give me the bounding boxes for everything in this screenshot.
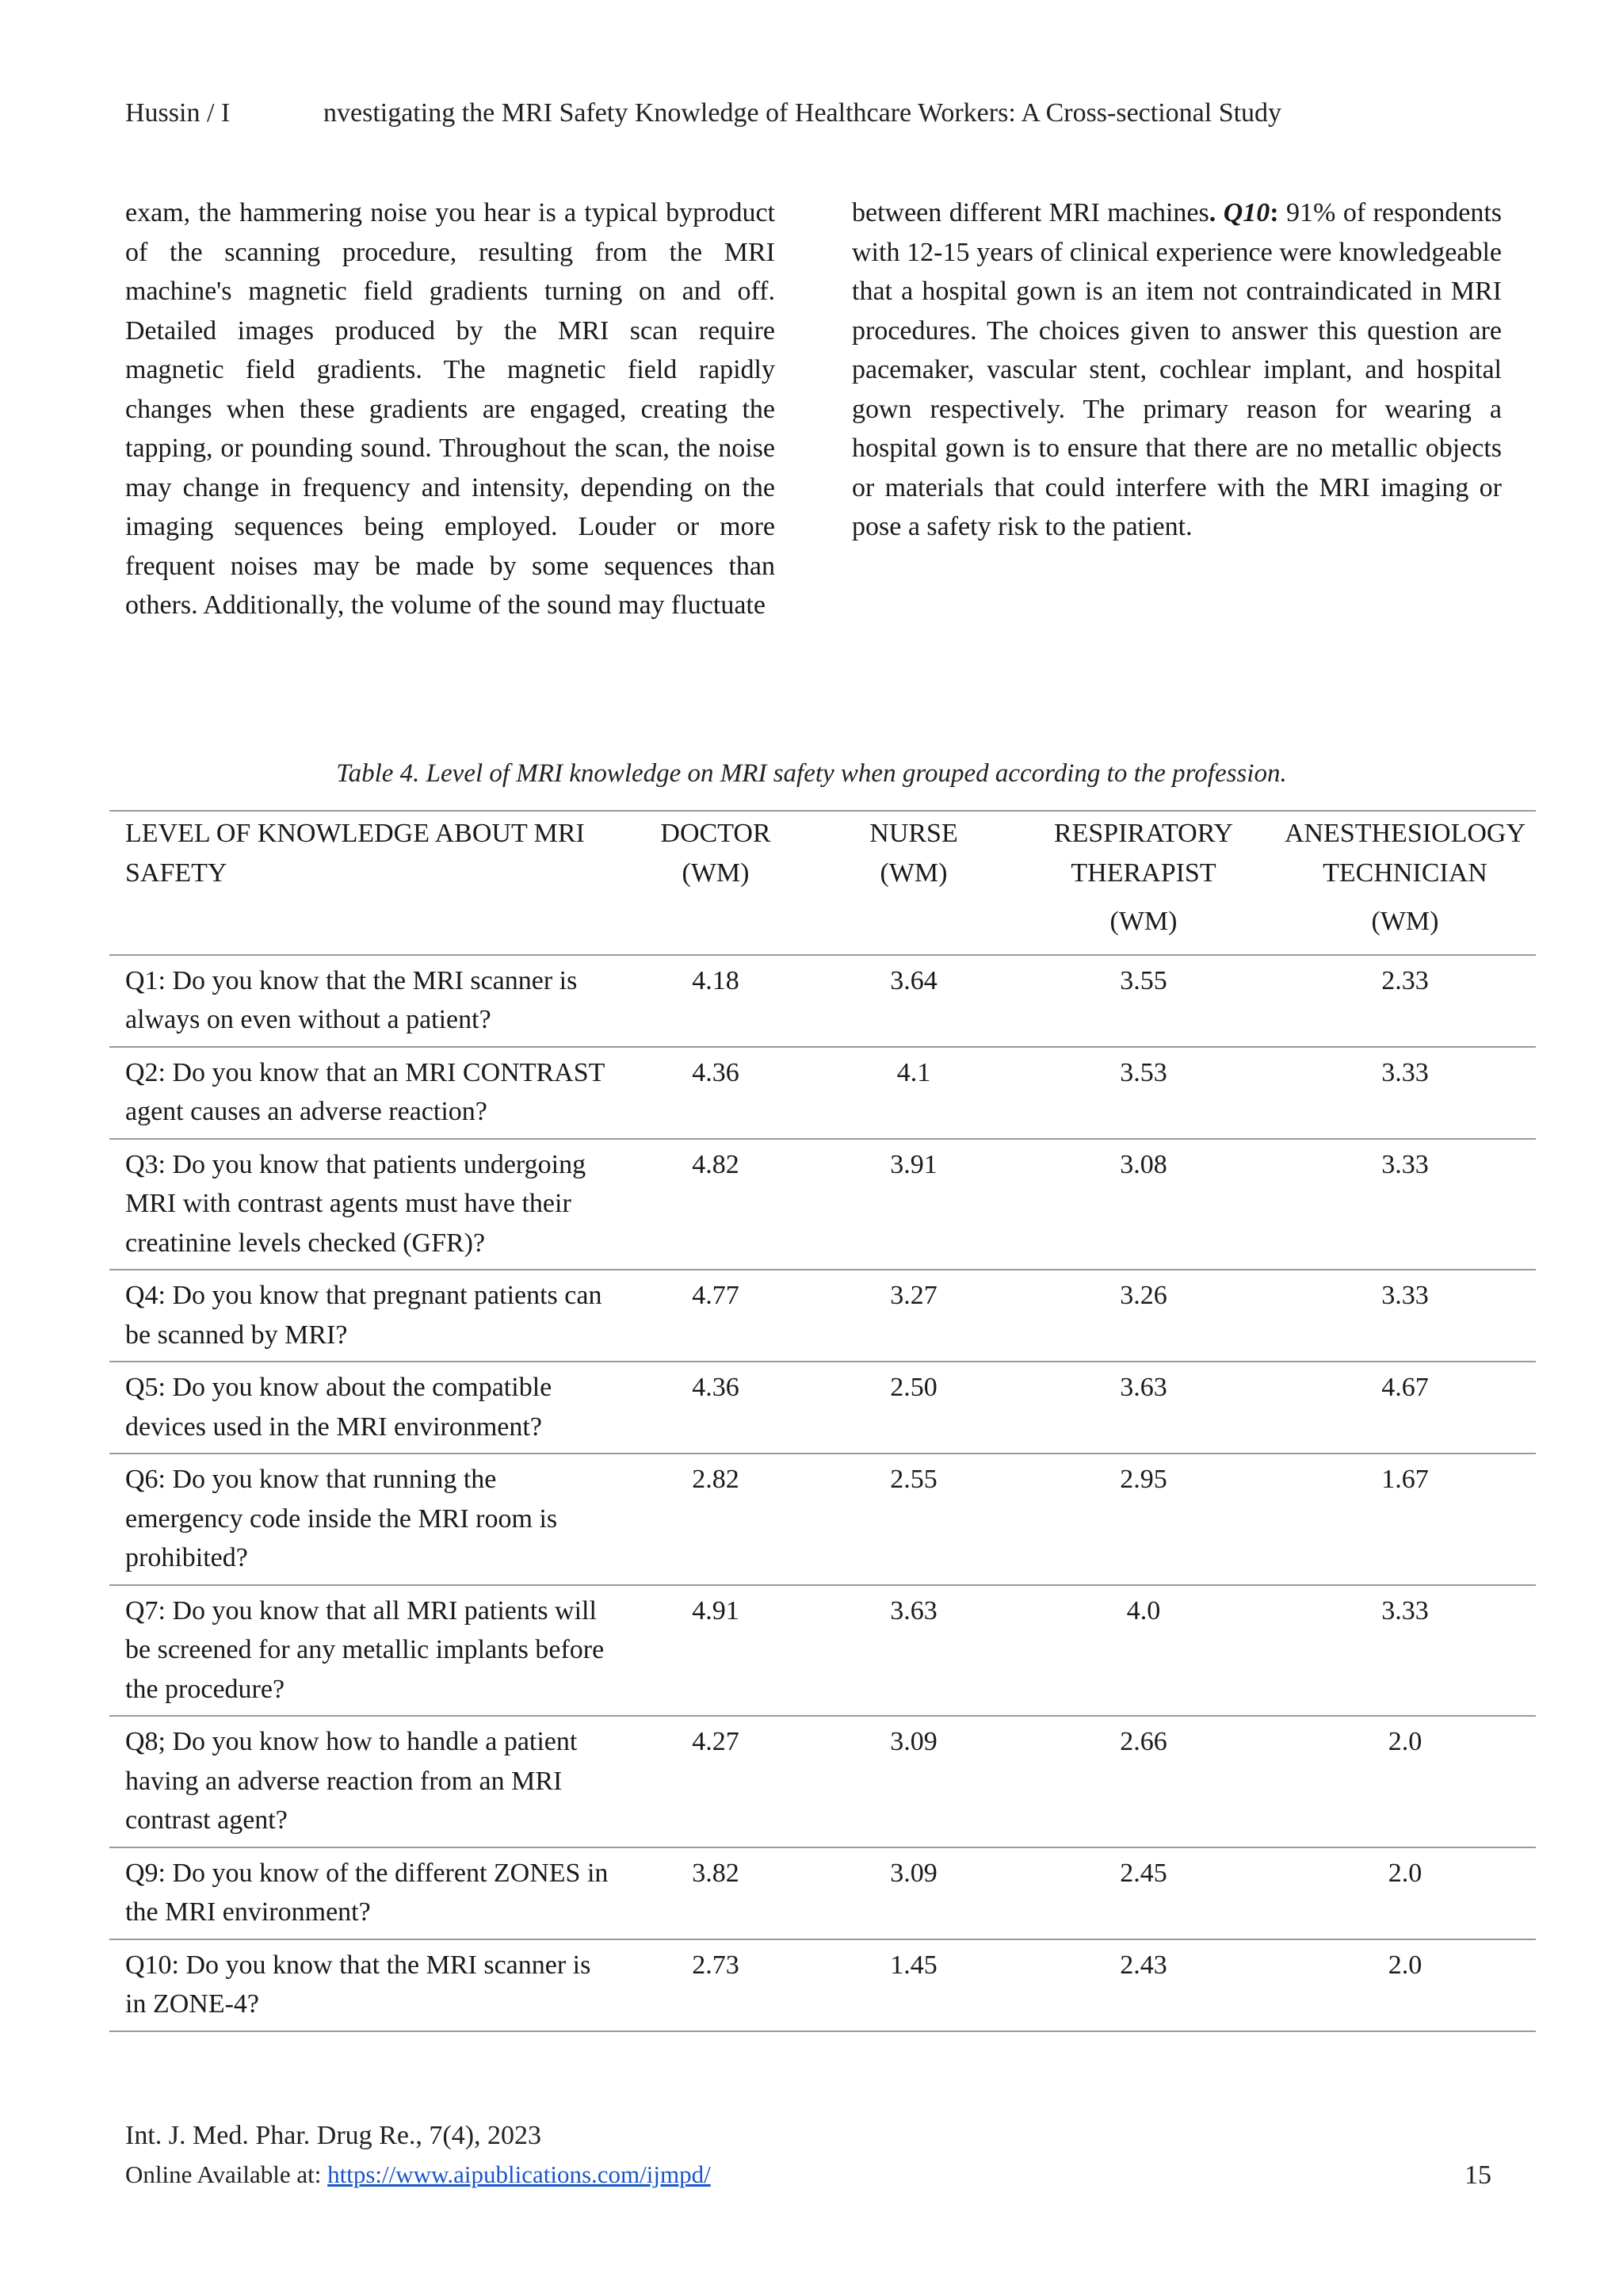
respiratory-cell: 2.95 <box>1013 1454 1274 1585</box>
question-cell: Q8; Do you know how to handle a patient having an adverse reaction from an MRI contrast agent? <box>109 1716 617 1847</box>
respiratory-cell: 3.26 <box>1013 1270 1274 1362</box>
body-right-column <box>852 193 1502 547</box>
header-author: Hussin / I <box>125 98 231 128</box>
question-cell: Q7: Do you know that all MRI patients will be screened for any metallic implants before the procedure? <box>109 1585 617 1717</box>
table-header-row <box>109 811 1536 955</box>
nurse-cell: 3.09 <box>815 1716 1013 1847</box>
table-row <box>109 1362 1536 1454</box>
anesthesiology-cell: 2.0 <box>1274 1847 1536 1939</box>
anesthesiology-cell: 1.67 <box>1274 1454 1536 1585</box>
anesthesiology-cell: 3.33 <box>1274 1047 1536 1139</box>
nurse-cell: 3.91 <box>815 1139 1013 1270</box>
question-cell: Q5: Do you know about the compatible devices used in the MRI environment? <box>109 1362 617 1454</box>
respiratory-cell: 3.55 <box>1013 955 1274 1047</box>
question-cell: Q3: Do you know that patients undergoing MRI with contrast agents must have their creatinine levels checked (GFR)? <box>109 1139 617 1270</box>
anesthesiology-cell: 3.33 <box>1274 1585 1536 1717</box>
q10-colon: : <box>1270 198 1279 227</box>
header-respiratory-label: RESPIRATORY THERAPIST <box>1053 819 1234 888</box>
page-number: 15 <box>1465 2160 1491 2190</box>
nurse-cell: 1.45 <box>815 1939 1013 2031</box>
respiratory-cell: 3.53 <box>1013 1047 1274 1139</box>
body-left-column <box>125 193 775 625</box>
respiratory-cell: 2.43 <box>1013 1939 1274 2031</box>
question-cell: Q6: Do you know that running the emergency code inside the MRI room is prohibited? <box>109 1454 617 1585</box>
respiratory-cell: 3.63 <box>1013 1362 1274 1454</box>
header-question <box>109 811 617 955</box>
doctor-cell: 2.82 <box>617 1454 815 1585</box>
nurse-cell: 3.27 <box>815 1270 1013 1362</box>
doctor-cell: 4.82 <box>617 1139 815 1270</box>
header-anesthesiology-unit: (WM) <box>1371 907 1439 936</box>
anesthesiology-cell: 4.67 <box>1274 1362 1536 1454</box>
table-row <box>109 1454 1536 1585</box>
table-row <box>109 1139 1536 1270</box>
doctor-cell: 4.18 <box>617 955 815 1047</box>
header-doctor-unit: (WM) <box>682 858 750 888</box>
nurse-cell: 3.63 <box>815 1585 1013 1717</box>
right-column-period: . <box>1209 198 1216 227</box>
table-row <box>109 1716 1536 1847</box>
question-cell: Q9: Do you know of the different ZONES in the MRI environment? <box>109 1847 617 1939</box>
header-question-text: LEVEL OF KNOWLEDGE ABOUT MRI SAFETY <box>125 819 585 888</box>
nurse-cell: 4.1 <box>815 1047 1013 1139</box>
header-title: nvestigating the MRI Safety Knowledge of Healthcare Workers: A Cross-sectional Study <box>323 98 1282 128</box>
table-caption: Table 4. Level of MRI knowledge on MRI safety when grouped according to the profession. <box>336 759 1287 788</box>
anesthesiology-cell: 3.33 <box>1274 1270 1536 1362</box>
respiratory-cell: 4.0 <box>1013 1585 1274 1717</box>
question-cell: Q2: Do you know that an MRI CONTRAST agent causes an adverse reaction? <box>109 1047 617 1139</box>
doctor-cell: 3.82 <box>617 1847 815 1939</box>
header-nurse <box>815 811 1013 955</box>
doctor-cell: 4.36 <box>617 1362 815 1454</box>
nurse-cell: 2.50 <box>815 1362 1013 1454</box>
table-row <box>109 1270 1536 1362</box>
header-respiratory <box>1013 811 1274 955</box>
doctor-cell: 4.91 <box>617 1585 815 1717</box>
anesthesiology-cell: 2.33 <box>1274 955 1536 1047</box>
doctor-cell: 4.27 <box>617 1716 815 1847</box>
nurse-cell: 3.64 <box>815 955 1013 1047</box>
header-respiratory-unit: (WM) <box>1109 907 1178 936</box>
left-column-text: exam, the hammering noise you hear is a typical byproduct of the scanning procedure, resulting from the MRI machine's magnetic field gradients turning on and off. Detailed images produced by the MRI scan require magnetic field gradients. The magnetic field rapidly changes when these gradients are engaged, creating the tapping, or pounding sound. Throughout the scan, the noise may change in frequency and intensity, depending on the imaging sequences being employed. Louder or more frequent noises may be made by some sequences than others. Additionally, the volume of the sound may fluctuate <box>125 198 775 620</box>
running-header <box>125 98 1281 128</box>
table-row <box>109 1047 1536 1139</box>
anesthesiology-cell: 3.33 <box>1274 1139 1536 1270</box>
footer-online-prefix: Online Available at: <box>125 2160 328 2188</box>
question-cell: Q10: Do you know that the MRI scanner is in ZONE-4? <box>109 1939 617 2031</box>
header-doctor <box>617 811 815 955</box>
header-doctor-label: DOCTOR <box>660 819 771 848</box>
right-column-text <box>852 193 1502 547</box>
header-anesthesiology <box>1274 811 1536 955</box>
question-cell: Q1: Do you know that the MRI scanner is always on even without a patient? <box>109 955 617 1047</box>
header-nurse-unit: (WM) <box>880 858 948 888</box>
journal-url-link[interactable]: https://www.aipublications.com/ijmpd/ <box>327 2160 711 2188</box>
anesthesiology-cell: 2.0 <box>1274 1939 1536 2031</box>
respiratory-cell: 2.45 <box>1013 1847 1274 1939</box>
doctor-cell: 2.73 <box>617 1939 815 2031</box>
respiratory-cell: 2.66 <box>1013 1716 1274 1847</box>
doctor-cell: 4.36 <box>617 1047 815 1139</box>
footer-journal: Int. J. Med. Phar. Drug Re., 7(4), 2023 <box>125 2121 542 2150</box>
question-cell: Q4: Do you know that pregnant patients can be scanned by MRI? <box>109 1270 617 1362</box>
table-row <box>109 1585 1536 1717</box>
nurse-cell: 3.09 <box>815 1847 1013 1939</box>
anesthesiology-cell: 2.0 <box>1274 1716 1536 1847</box>
header-anesthesiology-label: ANESTHESIOLOGY TECHNICIAN <box>1284 819 1526 888</box>
respiratory-cell: 3.08 <box>1013 1139 1274 1270</box>
table-row <box>109 955 1536 1047</box>
right-column-start: between different MRI machines <box>852 198 1209 227</box>
nurse-cell: 2.55 <box>815 1454 1013 1585</box>
table-row <box>109 1847 1536 1939</box>
footer-online <box>125 2160 711 2189</box>
right-column-rest: 91% of respondents with 12-15 years of clinical experience were knowledgeable that a hospital gown is an item not contraindicated in MRI procedures. The choices given to answer this question are pacemaker, vascular stent, cochlear implant, and hospital gown respectively. The primary reason for wearing a hospital gown is to ensure that there are no metallic objects or materials that could interfere with the MRI imaging or pose a safety risk to the patient. <box>852 198 1503 541</box>
table-row <box>109 1939 1536 2031</box>
knowledge-table <box>109 810 1536 2032</box>
q10-label: Q10 <box>1223 198 1270 227</box>
header-nurse-label: NURSE <box>869 819 958 848</box>
doctor-cell: 4.77 <box>617 1270 815 1362</box>
